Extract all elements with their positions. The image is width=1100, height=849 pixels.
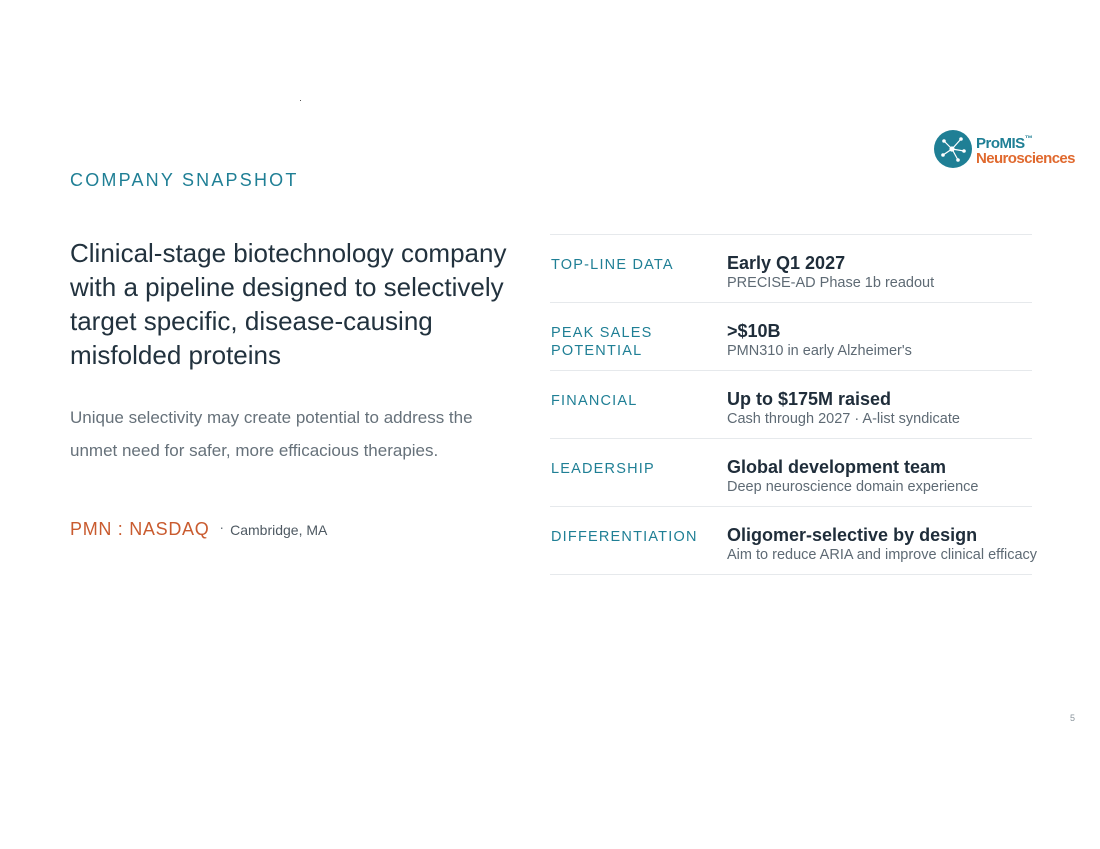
fact-value: Oligomer-selective by design: [727, 525, 978, 545]
fact-detail: PMN310 in early Alzheimer's: [727, 343, 912, 359]
fact-detail: Aim to reduce ARIA and improve clinical efficacy: [727, 547, 1038, 563]
facts-table: [550, 234, 1038, 575]
fact-detail: Deep neuroscience domain experience: [727, 479, 979, 495]
fact-value: Up to $175M raised: [727, 389, 892, 409]
fact-row-peak-sales: [550, 303, 1032, 371]
logo-wordmark-top: ProMIS™: [976, 134, 1033, 152]
logo-wordmark-bottom: Neurosciences: [976, 150, 1075, 167]
fact-key: PEAK SALES POTENTIAL: [551, 325, 653, 359]
stray-dot: [300, 100, 301, 101]
fact-row-financial: [550, 371, 1032, 439]
fact-key: FINANCIAL: [551, 393, 638, 409]
fact-value: Global development team: [727, 457, 947, 477]
fact-row-top-line-data: [550, 235, 1032, 303]
fact-key: LEADERSHIP: [551, 461, 655, 477]
fact-value: >$10B: [727, 321, 781, 341]
ticker-row: [70, 519, 327, 540]
section-label: COMPANY SNAPSHOT: [70, 170, 299, 190]
company-logo: [934, 130, 1094, 170]
subtext: Unique selectivity may create potential to address the unmet need for safer, more efficacious therapies.: [70, 408, 473, 460]
fact-detail: PRECISE-AD Phase 1b readout: [727, 275, 935, 291]
page-number: 5: [1070, 713, 1076, 723]
separator-dot: ·: [219, 519, 225, 535]
fact-row-leadership: [550, 439, 1032, 507]
fact-detail: Cash through 2027 · A-list syndicate: [727, 411, 960, 427]
location: Cambridge, MA: [230, 522, 328, 538]
fact-row-differentiation: [550, 507, 1038, 575]
fact-key: TOP-LINE DATA: [551, 257, 674, 273]
molecule-network-icon: [934, 130, 972, 168]
headline: Clinical-stage biotechnology company with a pipeline designed to selectively target specific, disease-causing misfolded proteins: [70, 238, 507, 370]
ticker-symbol: PMN : NASDAQ: [70, 519, 210, 539]
fact-value: Early Q1 2027: [727, 253, 846, 273]
fact-key: DIFFERENTIATION: [551, 529, 698, 545]
